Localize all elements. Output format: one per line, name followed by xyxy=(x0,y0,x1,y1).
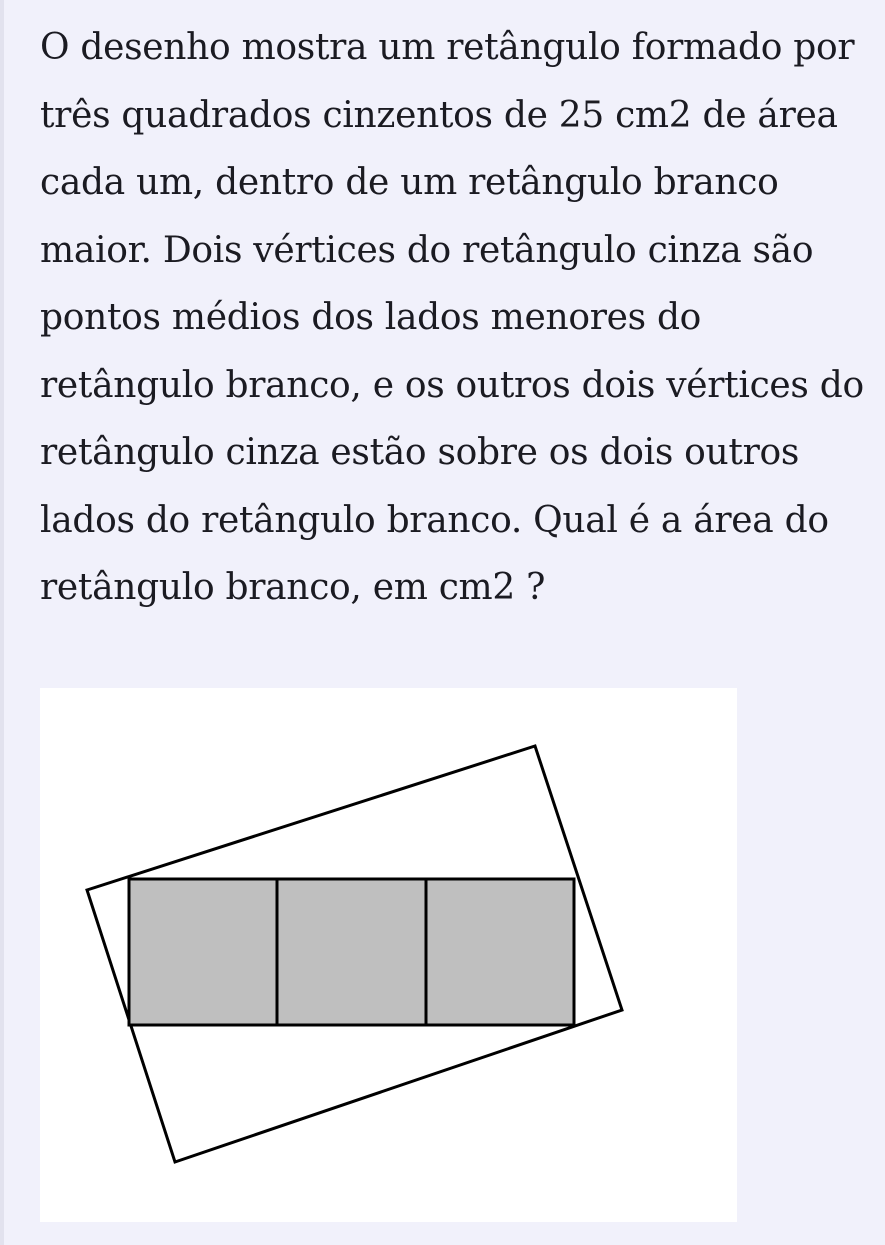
question-text: O desenho mostra um retângulo formado por três quadrados cinzentos de 25 cm2 de área cada um, dentro de um retângulo branco maior. Dois vértices do retângulo cinza são pontos médios dos lados menores do retângulo branco, e os outros dois vértices do retângulo cinza estão sobre os dois outros lados do retângulo branco. Qual é a área do retângulo branco, em cm2 ? xyxy=(40,27,864,608)
gray-square-2 xyxy=(277,879,426,1025)
left-rule xyxy=(0,0,4,1245)
geometry-figure xyxy=(40,688,737,1222)
gray-square-1 xyxy=(129,879,277,1025)
figure-panel xyxy=(40,688,737,1222)
gray-square-3 xyxy=(426,879,574,1025)
